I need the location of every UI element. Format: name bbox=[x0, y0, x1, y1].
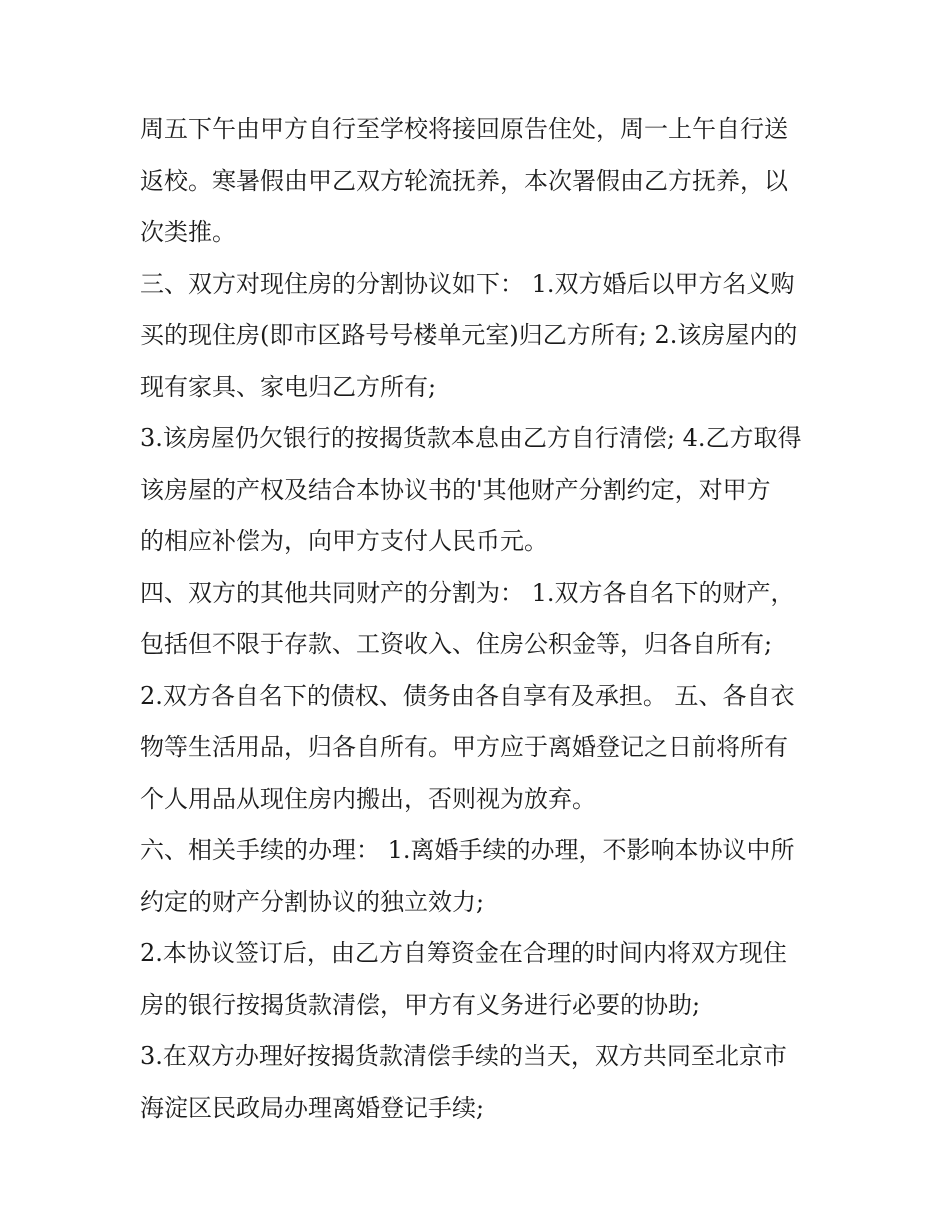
text-line: 周五下午由甲方自行至学校将接回原告住处，周一上午自行送 bbox=[140, 115, 788, 143]
text-line: 三、双方对现住房的分割协议如下： 1.双方婚后以甲方名义购 bbox=[140, 269, 795, 298]
text-line: 2.双方各自名下的债权、债务由各自享有及承担。 五、各自衣 bbox=[140, 681, 795, 710]
text-line: 约定的财产分割协议的独立效力; bbox=[140, 887, 485, 916]
text-line: 3.在双方办理好按揭货款清偿手续的当天，双方共同至北京市 bbox=[140, 1042, 787, 1070]
text-line: 次类推。 bbox=[140, 218, 236, 246]
text-line: 3.该房屋仍欠银行的按揭货款本息由乙方自行清偿; 4.乙方取得 bbox=[140, 424, 802, 452]
text-line: 买的现住房(即市区路号号楼单元室)归乙方所有; 2.该房屋内的 bbox=[140, 321, 798, 349]
text-line: 的相应补偿为，向甲方支付人民币元。 bbox=[140, 527, 548, 555]
text-line: 包括但不限于存款、工资收入、住房公积金等，归各自所有; bbox=[140, 630, 773, 658]
text-line: 该房屋的产权及结合本协议书的'其他财产分割约定，对甲方 bbox=[140, 475, 771, 504]
text-line: 房的银行按揭货款清偿，甲方有义务进行必要的协助; bbox=[140, 990, 701, 1019]
text-line: 返校。寒暑假由甲乙双方轮流抚养，本次署假由乙方抚养，以 bbox=[140, 166, 788, 195]
text-line: 2.本协议签订后，由乙方自筹资金在合理的时间内将双方现住 bbox=[140, 939, 787, 967]
text-line: 海淀区民政局办理离婚登记手续; bbox=[140, 1093, 485, 1122]
agreement-text bbox=[140, 104, 820, 1134]
text-line: 六、相关手续的办理： 1.离婚手续的办理，不影响本协议中所 bbox=[140, 836, 795, 864]
text-line: 四、双方的其他共同财产的分割为： 1.双方各自名下的财产， bbox=[140, 578, 795, 607]
text-line: 物等生活用品，归各自所有。甲方应于离婚登记之日前将所有 bbox=[140, 733, 788, 761]
text-line: 个人用品从现住房内搬出，否则视为放弃。 bbox=[140, 784, 596, 813]
text-line: 现有家具、家电归乙方所有; bbox=[140, 372, 437, 401]
